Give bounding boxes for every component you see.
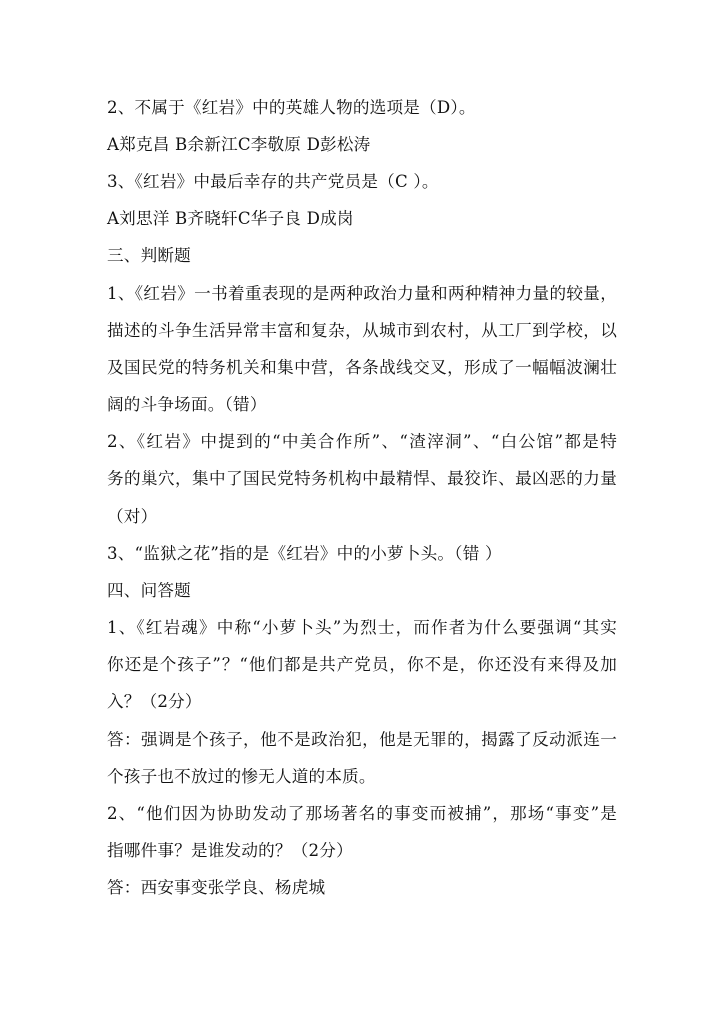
question-2-options: A郑克昌 B余新江C李敬原 D彭松涛 [107, 135, 371, 154]
qa-2-question-line-1: 2、“他们因为协助发动了那场著名的事变而被捕”，那场“事变”是 [107, 804, 617, 823]
section-heading-qa: 四、问答题 [107, 581, 191, 600]
qa-1-question-line-1: 1、《红岩魂》中称“小萝卜头”为烈士，而作者为什么要强调“其实 [107, 618, 617, 637]
question-3-options: A刘思洋 B齐晓轩C华子良 D成岗 [107, 209, 354, 228]
tf-2-line-2: 务的巢穴，集中了国民党特务机构中最精悍、最狡诈、最凶恶的力量 [107, 469, 617, 488]
question-2-prompt: 2、不属于《红岩》中的英雄人物的选项是（D）。 [107, 98, 476, 117]
qa-1-answer-line-1: 答：强调是个孩子，他不是政治犯，他是无罪的，揭露了反动派连一 [107, 730, 617, 749]
tf-3-line-1: 3、“监狱之花”指的是《红岩》中的小萝卜头。（错 ） [107, 544, 502, 563]
tf-1-line-2: 描述的斗争生活异常丰富和复杂，从城市到农村，从工厂到学校，以 [107, 321, 617, 340]
qa-1-answer-line-2: 个孩子也不放过的惨无人道的本质。 [107, 767, 376, 786]
question-3-prompt: 3、《红岩》中最后幸存的共产党员是（C ）。 [107, 172, 439, 191]
tf-2-line-3: （对） [107, 507, 158, 526]
qa-2-question-line-2: 指哪件事？是谁发动的？（2分） [107, 841, 353, 860]
qa-1-question-line-3: 入？（2分） [107, 692, 202, 711]
section-heading-true-false: 三、判断题 [107, 246, 191, 265]
tf-2-line-1: 2、《红岩》中提到的“中美合作所”、“渣滓洞”、“白公馆”都是特 [107, 432, 617, 451]
qa-2-answer: 答：西安事变张学良、杨虎城 [107, 878, 326, 897]
tf-1-line-1: 1、《红岩》一书着重表现的是两种政治力量和两种精神力量的较量， [107, 284, 617, 303]
tf-1-line-3: 及国民党的特务机关和集中营，各条战线交叉，形成了一幅幅波澜壮 [107, 358, 617, 377]
tf-1-line-4: 阔的斗争场面。（错） [107, 395, 267, 414]
qa-1-question-line-2: 你还是个孩子”？“他们都是共产党员，你不是，你还没有来得及加 [107, 655, 617, 674]
